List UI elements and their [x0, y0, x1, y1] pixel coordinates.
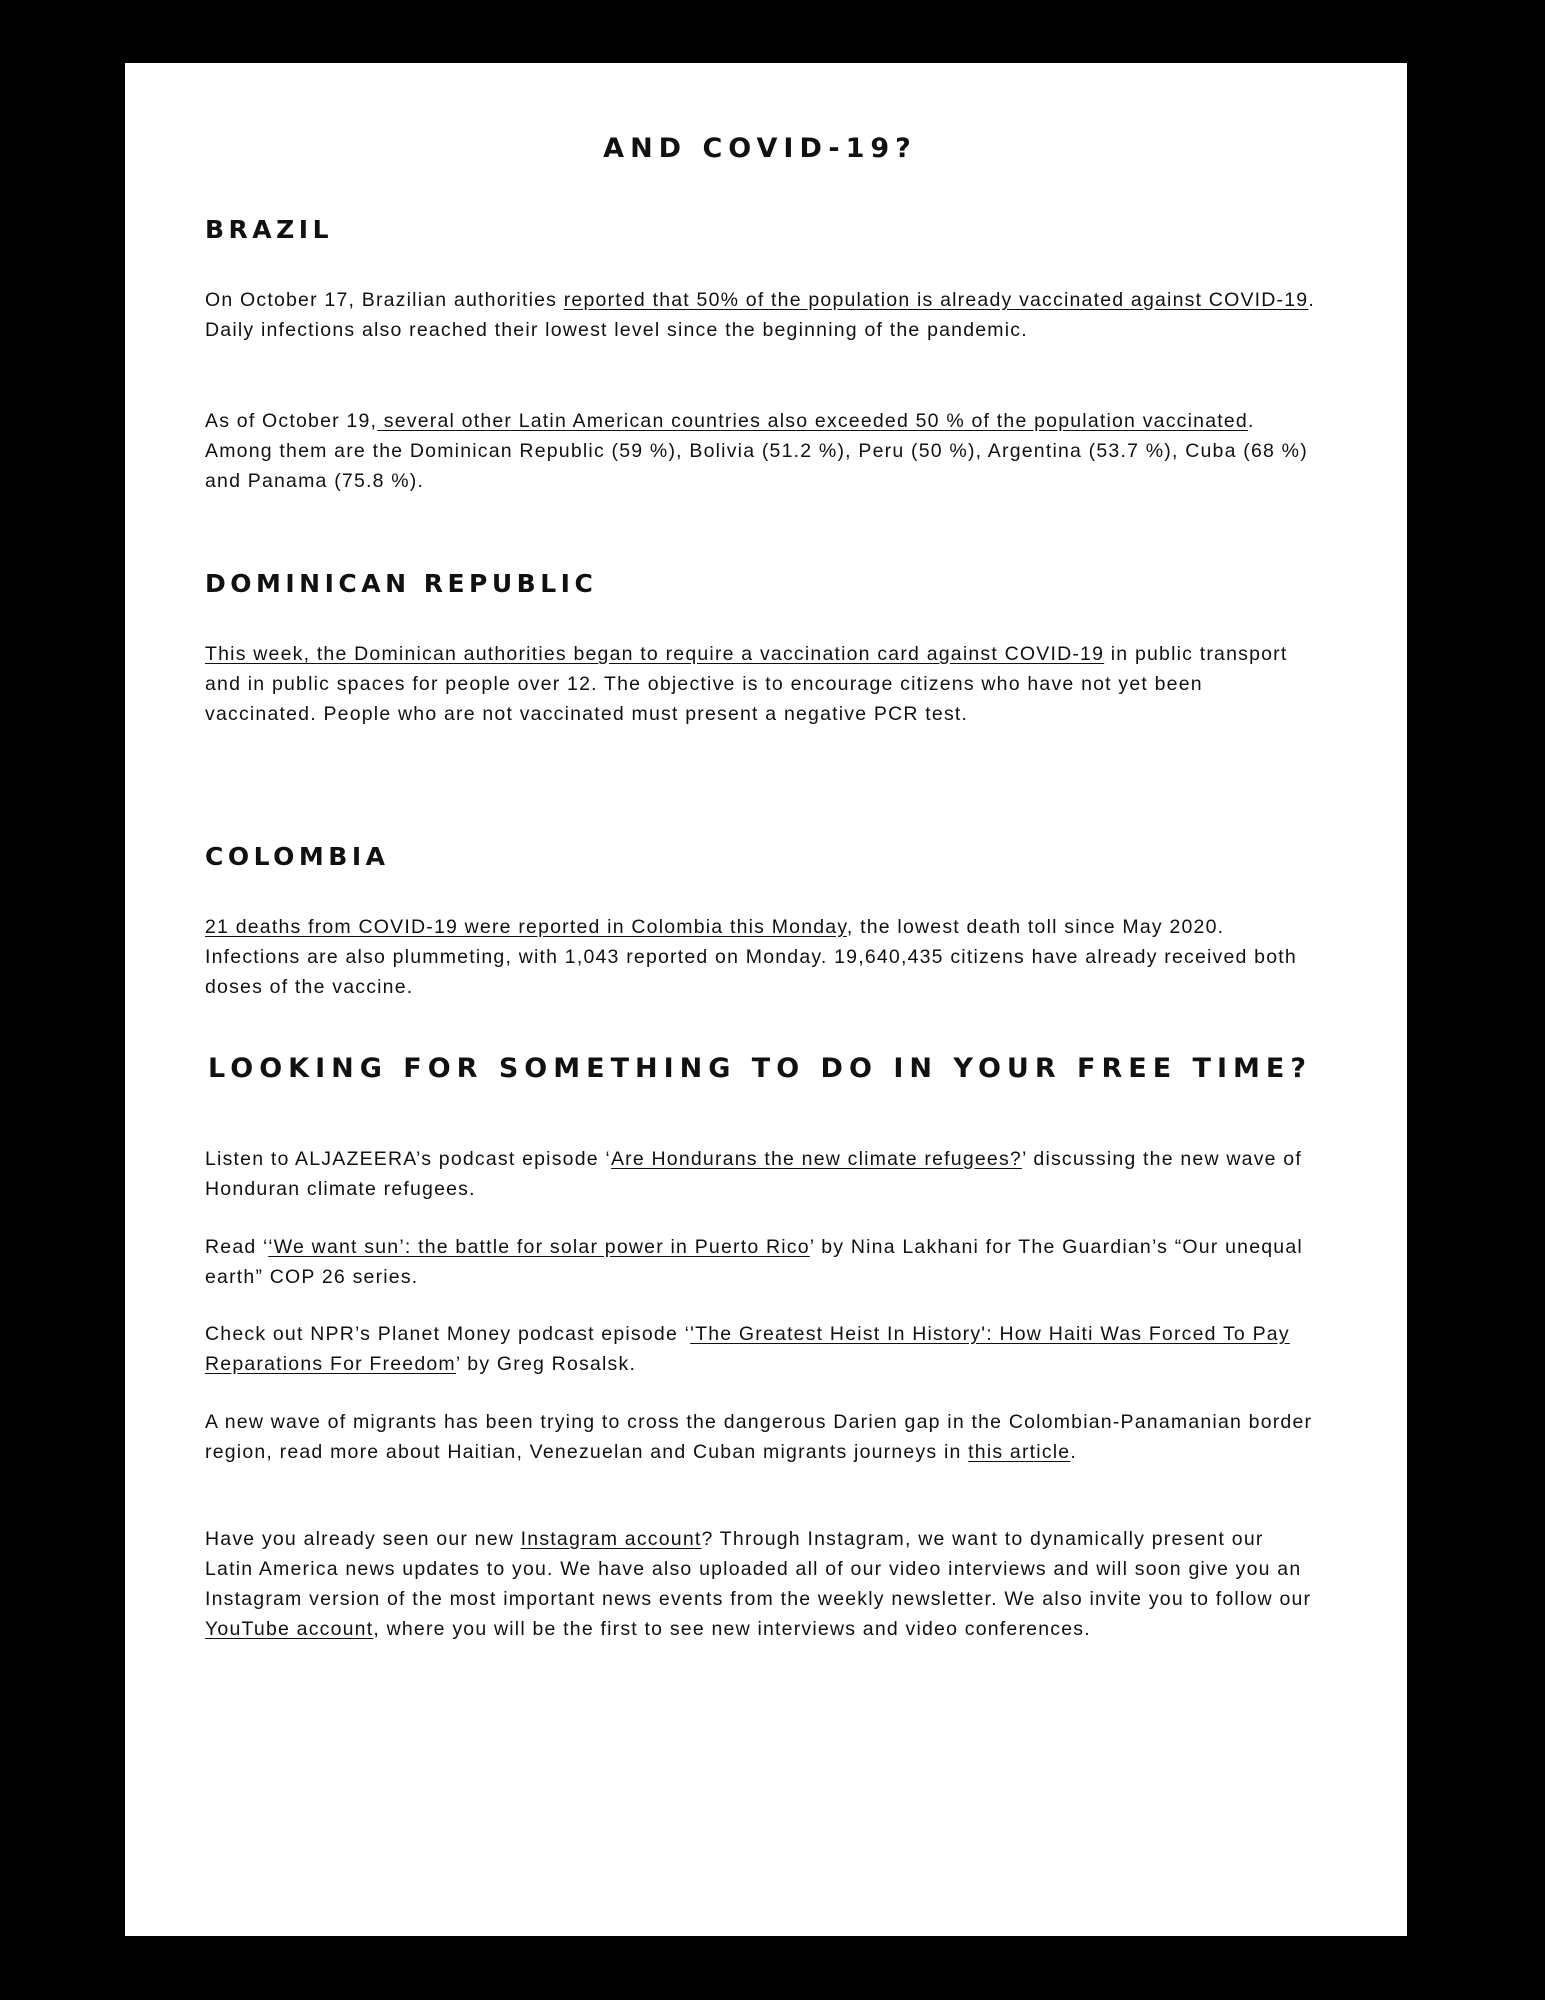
free-time-paragraph-2 — [205, 1232, 1315, 1292]
text: , the lowest death toll since May 2020. Infections are also plummeting, with 1,043 reported on Monday. 19,640,435 citizens have already received both doses of the vaccine. — [205, 916, 1297, 998]
dominican-vaccination-card-link[interactable]: This week, the Dominican authorities began to require a vaccination card against COVID-19 — [205, 643, 1105, 665]
free-time-paragraph-4 — [205, 1407, 1315, 1467]
free-time-section-title: LOOKING FOR SOMETHING TO DO IN YOUR FREE TIME? — [208, 1053, 1312, 1084]
brazil-paragraph-1 — [205, 285, 1315, 345]
colombia-paragraph — [205, 912, 1315, 1002]
youtube-account-link[interactable]: YouTube account — [205, 1618, 374, 1640]
npr-podcast-link[interactable]: 'The Greatest Heist In History': How Haiti Was Forced To Pay Reparations For Freedom — [205, 1323, 1290, 1375]
text: ’ by Greg Rosalsk. — [455, 1353, 637, 1375]
guardian-article-link[interactable]: ‘We want sun’: the battle for solar power in Puerto Rico — [268, 1236, 810, 1258]
text: Have you already seen our new — [205, 1528, 521, 1550]
text: A new wave of migrants has been trying to cross the dangerous Darien gap in the Colombian-Panamanian border region, read more about Haitian, Venezuelan and Cuban migrants journeys in — [205, 1411, 1313, 1463]
colombia-heading: COLOMBIA — [205, 842, 390, 871]
text: ? Through Instagram, we want to dynamically present our Latin America news updates to you. We have also uploaded all of our video interviews and will soon give you an Instagram version of the most important news events from the weekly newsletter. We also invite you to follow our — [205, 1528, 1312, 1610]
text: . Among them are the Dominican Republic (59 %), Bolivia (51.2 %), Peru (50 %), Argentina (53.7 %), Cuba (68 %) and Panama (75.8 %). — [205, 410, 1308, 492]
migrants-article-link[interactable]: this article — [968, 1441, 1071, 1463]
text: in public transport and in public spaces for people over 12. The objective is to encourage citizens who have not yet been vaccinated. People who are not vaccinated must present a negative PCR test. — [205, 643, 1288, 725]
text: Read ‘ — [205, 1236, 269, 1258]
text: . Daily infections also reached their lowest level since the beginning of the pandemic. — [205, 289, 1315, 341]
text: On October 17, Brazilian authorities — [205, 289, 564, 311]
aljazeera-podcast-link[interactable]: Are Hondurans the new climate refugees? — [610, 1148, 1022, 1170]
free-time-paragraph-3 — [205, 1319, 1315, 1379]
text: As of October 19, — [205, 410, 378, 432]
free-time-paragraph-1 — [205, 1144, 1315, 1204]
text: Listen to ALJAZEERA’s podcast episode ‘ — [205, 1148, 611, 1170]
text: Check out NPR’s Planet Money podcast episode ‘ — [205, 1323, 691, 1345]
instagram-account-link[interactable]: Instagram account — [520, 1528, 702, 1550]
brazil-vaccination-link[interactable]: reported that 50% of the population is already vaccinated against COVID-19 — [563, 289, 1309, 311]
dominican-republic-heading: DOMINICAN REPUBLIC — [205, 569, 598, 598]
text: ’ by Nina Lakhani for The Guardian’s “Our unequal earth” COP 26 series. — [205, 1236, 1303, 1288]
free-time-paragraph-5 — [205, 1524, 1315, 1644]
brazil-paragraph-2 — [205, 406, 1315, 496]
document-page — [125, 63, 1407, 1936]
latam-vaccination-link[interactable]: several other Latin American countries also exceeded 50 % of the population vaccinated — [377, 410, 1248, 432]
text: , where you will be the first to see new interviews and video conferences. — [373, 1618, 1091, 1640]
covid-section-title: AND COVID-19? — [603, 133, 917, 164]
text: ’ discussing the new wave of Honduran climate refugees. — [205, 1148, 1302, 1200]
text: . — [1070, 1441, 1077, 1463]
brazil-heading: BRAZIL — [205, 215, 334, 244]
dominican-paragraph — [205, 639, 1315, 729]
colombia-deaths-link[interactable]: 21 deaths from COVID-19 were reported in Colombia this Monday — [205, 916, 847, 938]
